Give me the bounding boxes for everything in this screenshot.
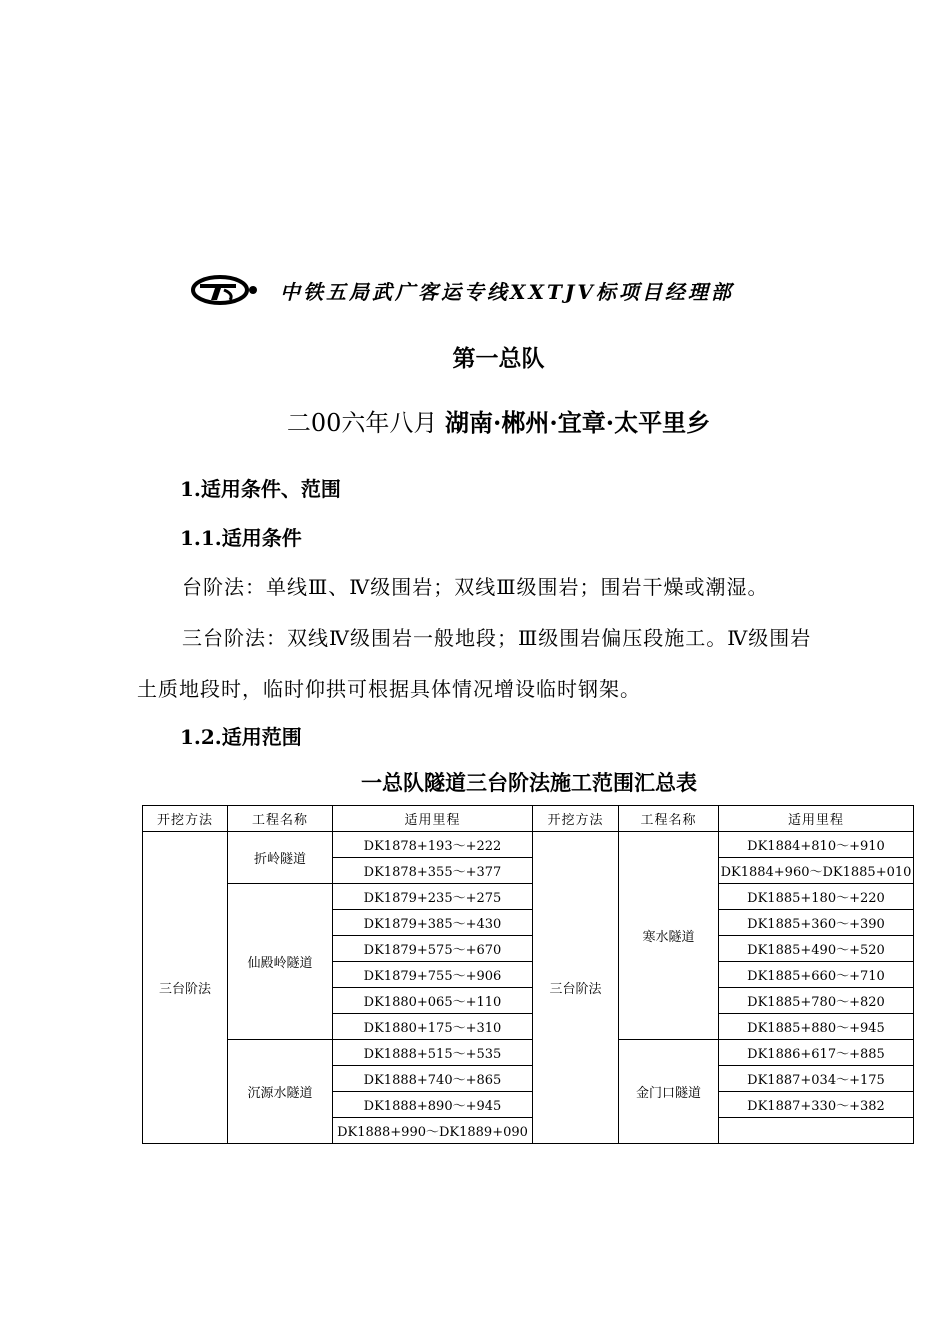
table-title: 一总队隧道三台阶法施工范围汇总表 [361, 770, 697, 795]
method-cell: 三台阶法 [143, 832, 228, 1144]
mileage-cell: DK1885+360～+390 [719, 910, 914, 936]
mileage-cell: DK1879+575～+670 [333, 936, 533, 962]
mileage-cell: DK1886+617～+885 [719, 1040, 914, 1066]
mileage-cell: DK1879+385～+430 [333, 910, 533, 936]
team-title: 第一总队 [452, 345, 545, 372]
table-row [143, 832, 914, 858]
mileage-cell: DK1885+880～+945 [719, 1014, 914, 1040]
mileage-cell: DK1888+515～+535 [333, 1040, 533, 1066]
mileage-cell: DK1884+810～+910 [719, 832, 914, 858]
mileage-cell [719, 1118, 914, 1144]
header-method: 开挖方法 [143, 806, 228, 832]
tunnel-name-cell: 折岭隧道 [228, 832, 333, 884]
mileage-cell: DK1878+355～+377 [333, 858, 533, 884]
table-header-row [143, 806, 914, 832]
mileage-cell: DK1887+330～+382 [719, 1092, 914, 1118]
tunnel-name-cell: 金门口隧道 [619, 1040, 719, 1144]
mileage-cell: DK1885+180～+220 [719, 884, 914, 910]
date: 二00六年八月 [286, 409, 438, 437]
mileage-cell: DK1888+890～+945 [333, 1092, 533, 1118]
mileage-cell: DK1888+990～DK1889+090 [333, 1118, 533, 1144]
location: 湖南·郴州·宜章·太平里乡 [445, 408, 711, 437]
section-heading-1: 1.适用条件、范围 [180, 477, 341, 501]
mileage-cell: DK1878+193～+222 [333, 832, 533, 858]
header-project: 工程名称 [228, 806, 333, 832]
tunnel-name-cell: 仙殿岭隧道 [228, 884, 333, 1040]
header-method: 开挖方法 [533, 806, 619, 832]
header-mileage: 适用里程 [333, 806, 533, 832]
tunnel-name-cell: 寒水隧道 [619, 832, 719, 1040]
mileage-cell: DK1887+034～+175 [719, 1066, 914, 1092]
mileage-cell: DK1880+065～+110 [333, 988, 533, 1014]
paragraph-bench-method: 台阶法：单线Ⅲ、Ⅳ级围岩；双线Ⅲ级围岩；围岩干燥或潮湿。 [182, 575, 769, 599]
mileage-cell: DK1879+755～+906 [333, 962, 533, 988]
mileage-cell: DK1885+780～+820 [719, 988, 914, 1014]
method-cell: 三台阶法 [533, 832, 619, 1144]
paragraph-three-bench-line1: 三台阶法：双线Ⅳ级围岩一般地段；Ⅲ级围岩偏压段施工。Ⅳ级围岩 [182, 626, 812, 650]
header-mileage: 适用里程 [719, 806, 914, 832]
letterhead [190, 272, 770, 308]
section-heading-1-1: 1.1.适用条件 [180, 526, 302, 550]
header-project: 工程名称 [619, 806, 719, 832]
table-row [143, 884, 914, 910]
range-summary-table [142, 805, 914, 1144]
section-heading-1-2: 1.2.适用范围 [180, 725, 302, 749]
organization-name: 中铁五局武广客运专线XXTJV标项目经理部 [280, 279, 734, 304]
tunnel-name-cell: 沉源水隧道 [228, 1040, 333, 1144]
mileage-cell: DK1888+740～+865 [333, 1066, 533, 1092]
dateline [0, 403, 950, 438]
mileage-cell: DK1879+235～+275 [333, 884, 533, 910]
mileage-cell: DK1884+960～DK1885+010 [719, 858, 914, 884]
mileage-cell: DK1885+490～+520 [719, 936, 914, 962]
table-row [143, 1040, 914, 1066]
ctce-logo-icon [190, 274, 260, 306]
mileage-cell: DK1880+175～+310 [333, 1014, 533, 1040]
paragraph-three-bench-line2: 土质地段时，临时仰拱可根据具体情况增设临时钢架。 [137, 677, 641, 701]
mileage-cell: DK1885+660～+710 [719, 962, 914, 988]
